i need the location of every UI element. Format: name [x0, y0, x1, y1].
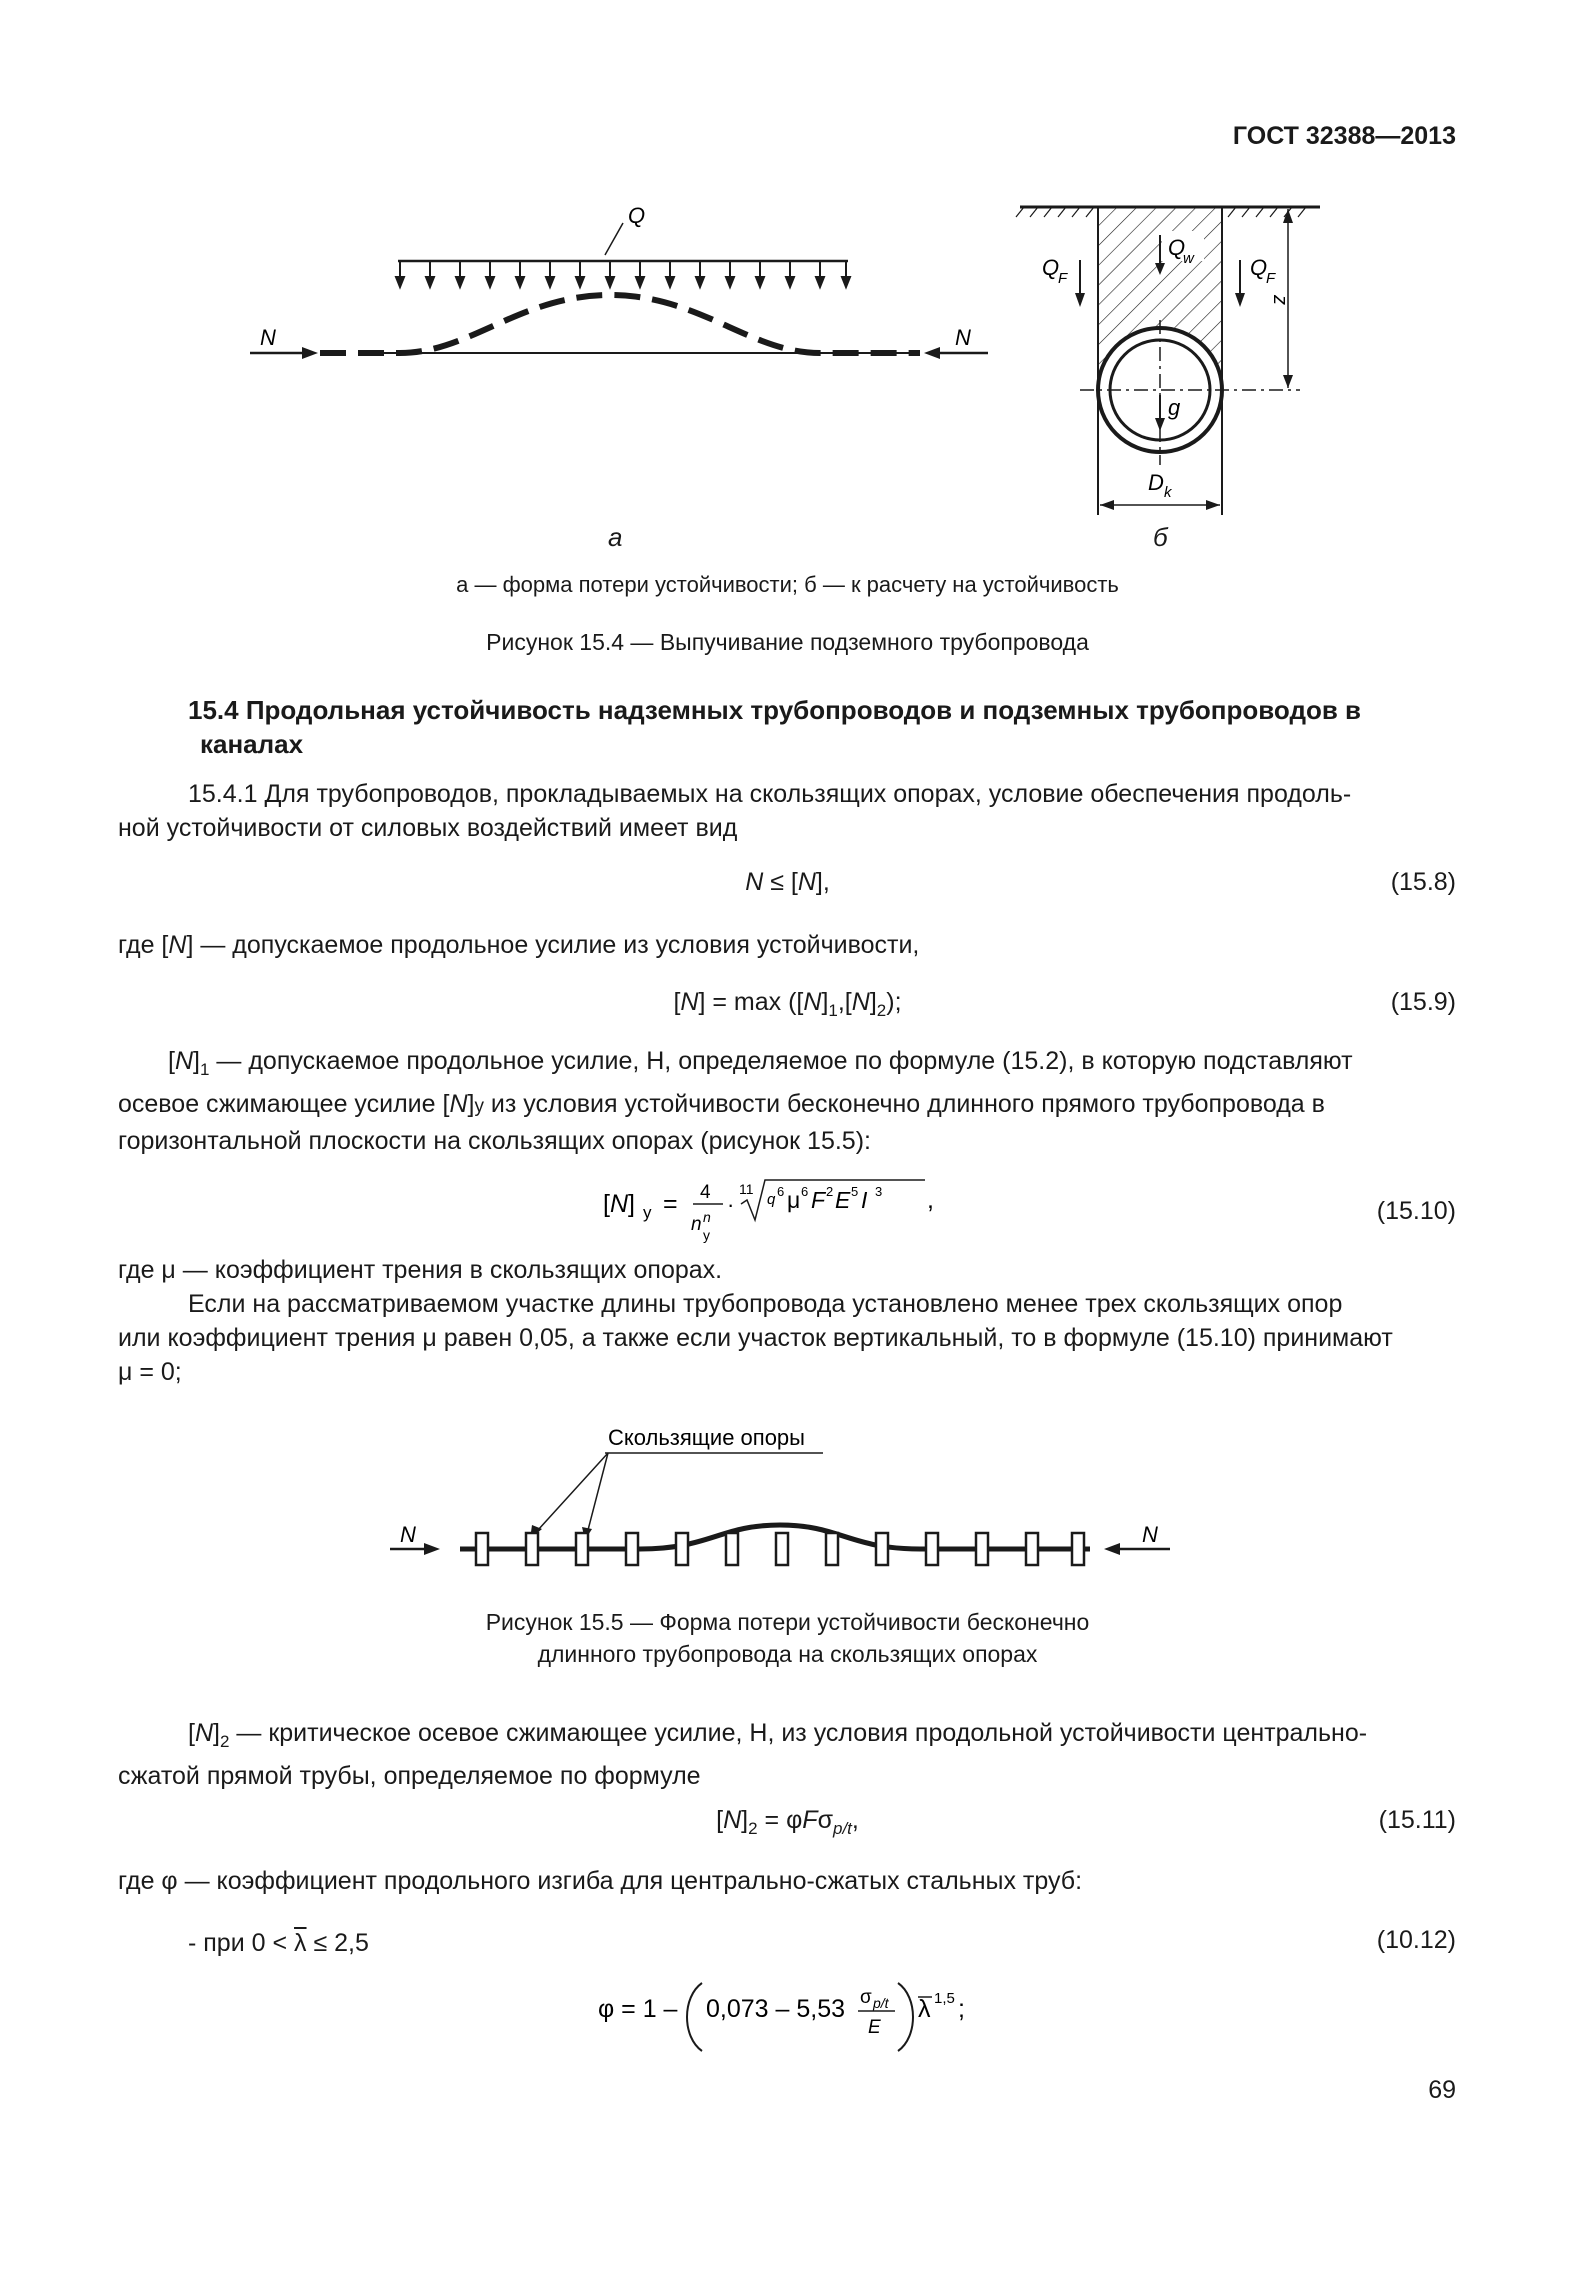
label-z: z: [1269, 295, 1291, 305]
paragraph-mu: где μ — коэффициент трения в скользящих опорах. Если на рассматриваемом участке длины трубопровода установлено менее трех скользящих опор или коэффициент трения μ равен 0,05, а также если участок вертикальный, то в формуле (15.10) принимают μ = 0;: [118, 1256, 1393, 1386]
equation-phi: [590, 1975, 1010, 2055]
svg-text:1,5: 1,5: [934, 1990, 955, 2007]
svg-text:q: q: [767, 1191, 776, 1208]
figure-15-4-legend: а — форма потери устойчивости; б — к расчету на устойчивость: [456, 572, 1119, 597]
label-Qw: Q: [1168, 235, 1186, 260]
label-QF-left: Q: [1042, 255, 1060, 280]
figure-label-b: б: [1153, 522, 1168, 552]
svg-text:;: ;: [958, 1995, 965, 2023]
label-g: g: [1168, 395, 1181, 420]
svg-text:n: n: [703, 1209, 711, 1225]
svg-text:4: 4: [700, 1182, 711, 1203]
equation-15-9-number: (15.9): [1390, 988, 1456, 1016]
label-Qw-sub: w: [1183, 250, 1194, 267]
figure-15-4-caption: Рисунок 15.4 — Выпучивание подземного трубопровода: [486, 629, 1089, 655]
label-QF-left-sub: F: [1058, 270, 1068, 287]
svg-text:E: E: [835, 1187, 851, 1213]
label-N-right: N: [955, 325, 971, 350]
svg-text:0,073 – 5,53: 0,073 – 5,53: [706, 1995, 846, 2023]
svg-text:φ = 1 –: φ = 1 –: [598, 1995, 678, 2023]
label-Q: Q: [628, 203, 646, 228]
svg-text:·: ·: [727, 1192, 735, 1217]
paragraph-15-4-1: 15.4.1 Для трубопроводов, прокладываемых на скользящих опорах, условие обеспечения продоль- ной устойчивости от силовых воздействий имеет вид: [118, 780, 1352, 842]
label-QF-right: Q: [1250, 255, 1268, 280]
load-arrows: [396, 261, 850, 287]
svg-text:11: 11: [739, 1181, 754, 1197]
svg-text:E: E: [868, 2017, 881, 2038]
svg-text:=: =: [663, 1190, 678, 1218]
svg-text:F: F: [811, 1187, 826, 1213]
svg-text:[N]: [N]: [603, 1190, 635, 1218]
svg-text:μ: μ: [787, 1187, 801, 1213]
figure-label-a: а: [608, 522, 623, 552]
svg-text:5: 5: [851, 1184, 859, 1199]
paragraph-N1: $[N]_1$ — допускаемое продольное усилие, Н, определяемое по формуле (15.2), в которую подставляют осевое сжимающее усилие [N]у из условия устойчивости бесконечно длинного прямого трубопровода в горизонтальной плоскости на скользящих опорах (рисунок 15.5):: [118, 1047, 1353, 1155]
label-sliding-supports: Скользящие опоры: [608, 1425, 805, 1450]
equation-15-11-number: (15.11): [1378, 1806, 1456, 1834]
figure-15-4-b: [1010, 195, 1340, 525]
equation-15-9: $[N] = \max ([N]_1,[N]_2)$;: [673, 988, 902, 1020]
page-number: 69: [1428, 2076, 1456, 2104]
svg-text:у: у: [643, 1203, 652, 1222]
equation-15-11: $[N]_2 = \varphi F\sigma_{p/t}$,: [716, 1806, 859, 1838]
svg-text:I: I: [861, 1187, 868, 1213]
svg-text:3: 3: [875, 1184, 883, 1199]
svg-text:λ: λ: [918, 1995, 931, 2023]
condition-lambda: - при $0 < \overline{\lambda} \le 2,5$: [188, 1929, 369, 1957]
svg-text:σ: σ: [860, 1987, 872, 2008]
svg-text:6: 6: [777, 1184, 785, 1199]
equation-15-10: [595, 1168, 955, 1248]
equation-15-8: N ≤ [N],: [745, 868, 830, 896]
equation-10-12-number: (10.12): [1376, 1926, 1456, 1954]
label-Dk: D: [1148, 470, 1164, 495]
svg-text:n: n: [691, 1214, 702, 1235]
figure-15-5-caption: Рисунок 15.5 — Форма потери устойчивости бесконечно длинного трубопровода на скользящих опорах: [485, 1609, 1090, 1667]
svg-text:,: ,: [927, 1186, 934, 1214]
label-N-right-15-5: N: [1142, 1522, 1158, 1547]
document-id: ГОСТ 32388—2013: [1232, 122, 1456, 150]
paragraph-where-N: где [N] — допускаемое продольное усилие из условия устойчивости,: [118, 931, 920, 959]
svg-text:2: 2: [826, 1184, 834, 1199]
svg-text:6: 6: [801, 1184, 809, 1199]
label-Dk-sub: k: [1164, 484, 1172, 501]
equation-15-10-number: (15.10): [1376, 1197, 1456, 1225]
label-N-left: N: [260, 325, 276, 350]
label-QF-right-sub: F: [1266, 270, 1276, 287]
label-N-left-15-5: N: [400, 1522, 416, 1547]
paragraph-N2: $[N]_2$ — критическое осевое сжимающее усилие, Н, из условия продольной устойчивости центрально- сжатой прямой трубы, определяемое по формуле: [118, 1719, 1368, 1790]
paragraph-phi: где φ — коэффициент продольного изгиба для центрально-сжатых стальных труб:: [118, 1867, 1083, 1895]
svg-text:у: у: [703, 1227, 710, 1243]
svg-text:p/t: p/t: [873, 1995, 889, 2011]
section-heading: 15.4 Продольная устойчивость надземных трубопроводов и подземных трубопроводов в каналах: [188, 695, 1362, 759]
figure-15-5: [380, 1415, 1180, 1595]
figure-15-4-a: [240, 195, 1030, 375]
equation-15-8-number: (15.8): [1390, 868, 1456, 896]
